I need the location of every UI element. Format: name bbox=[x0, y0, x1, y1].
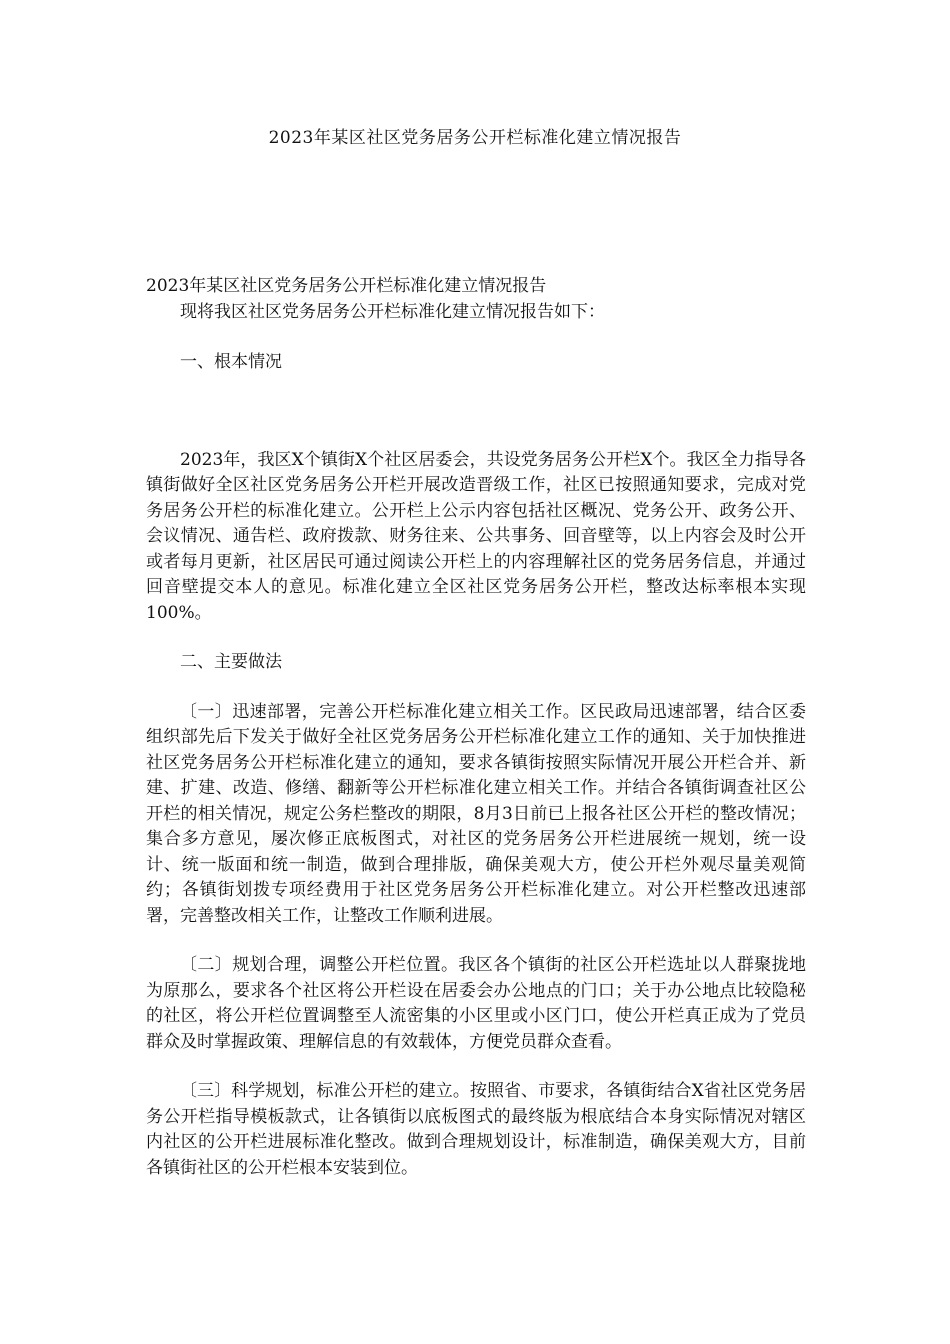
document-body bbox=[146, 274, 806, 1181]
intro-paragraph: 现将我区社区党务居务公开栏标准化建立情况报告如下： bbox=[180, 301, 605, 322]
section-heading-main-practices: 二、主要做法 bbox=[180, 652, 282, 672]
document-title: 2023年某区社区党务居务公开栏标准化建立情况报告 bbox=[146, 276, 547, 296]
page-header-title: 2023年某区社区党务居务公开栏标准化建立情况报告 bbox=[268, 128, 682, 148]
practice-item-3: 〔三〕科学规划，标准公开栏的建立。按照省、市要求，各镇街结合X省社区党务居务公开栏指导模板款式，让各镇街以底板图式的最终版为根底结合本身实际情况对辖区内社区的公开栏进展标准化整改。做到合理规划设计，标准制造，确保美观大方，目前各镇街社区的公开栏根本安装到位。 bbox=[146, 1081, 806, 1178]
section-heading-basic-situation: 一、根本情况 bbox=[180, 352, 282, 372]
section-basic-situation-paragraph: 2023年，我区X个镇街X个社区居委会，共设党务居务公开栏X个。我区全力指导各镇街做好全区社区党务居务公开栏开展改造晋级工作，社区已按照通知要求，完成对党务居务公开栏的标准化建立。公开栏上公示内容包括社区概况、党务公开、政务公开、会议情况、通告栏、政府拨款、财务往来、公共事务、回音壁等，以上内容会及时公开或者每月更新，社区居民可通过阅读公开栏上的内容理解社区的党务居务信息，并通过回音壁提交本人的意见。标准化建立全区社区党务居务公开栏，整改达标率根本实现100%。 bbox=[146, 449, 806, 623]
practice-item-1: 〔一〕迅速部署，完善公开栏标准化建立相关工作。区民政局迅速部署，结合区委组织部先后下发关于做好全社区党务居务公开栏标准化建立工作的通知、关于加快推进社区党务居务公开栏标准化建立的通知，要求各镇街按照实际情况开展公开栏合并、新建、扩建、改造、修缮、翻新等公开栏标准化建立相关工作。并结合各镇街调查社区公开栏的相关情况，规定公务栏整改的期限，8月3日前已上报各社区公开栏的整改情况；集合多方意见，屡次修正底板图式，对社区的党务居务公开栏进展统一规划，统一设计、统一版面和统一制造，做到合理排版，确保美观大方，使公开栏外观尽量美观简约；各镇街划拨专项经费用于社区党务居务公开栏标准化建立。对公开栏整改迅速部署，完善整改相关工作，让整改工作顺利进展。 bbox=[146, 701, 806, 926]
practice-item-2: 〔二〕规划合理，调整公开栏位置。我区各个镇街的社区公开栏选址以人群聚拢地为原那么，要求各个社区将公开栏设在居委会办公地点的门口；关于办公地点比较隐秘的社区，将公开栏位置调整至人流密集的小区里或小区门口，使公开栏真正成为了党员群众及时掌握政策、理解信息的有效载体，方便党员群众查看。 bbox=[146, 955, 806, 1052]
